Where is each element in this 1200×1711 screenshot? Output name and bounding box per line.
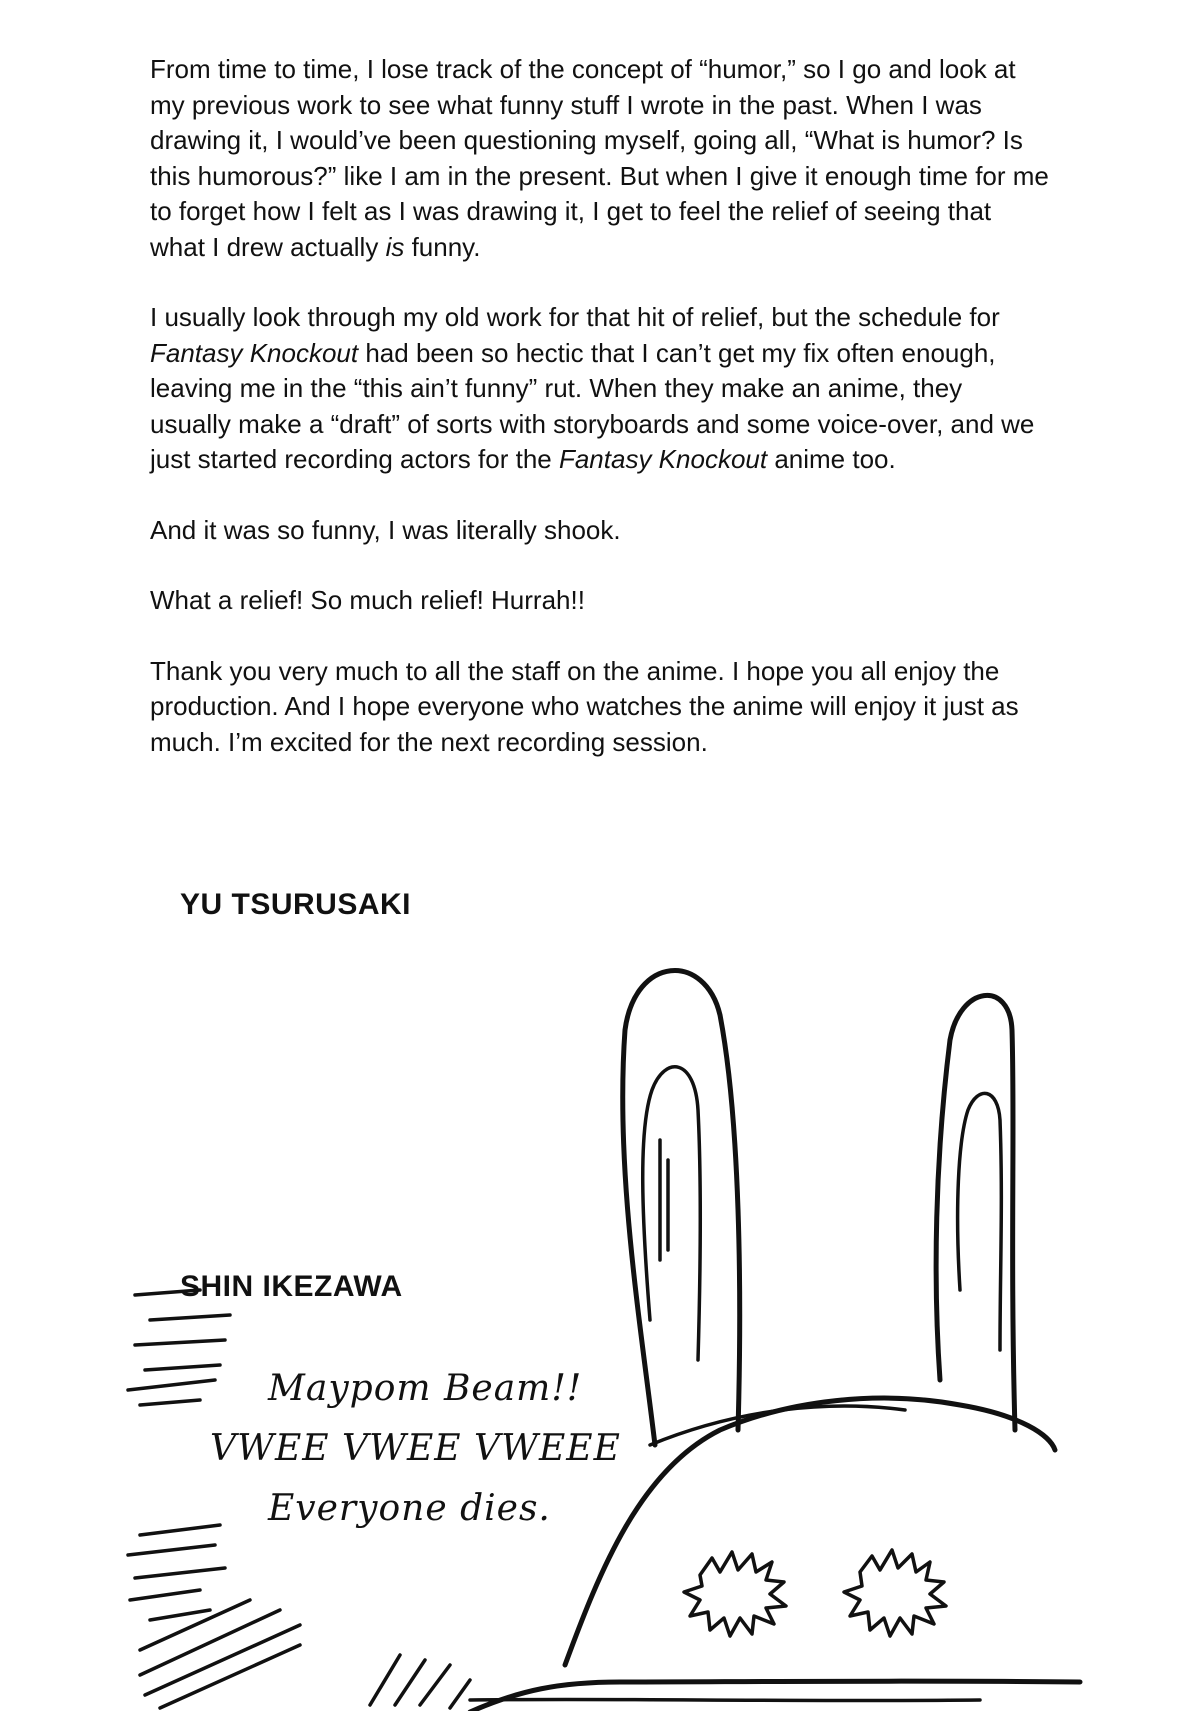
bunny-left-ear-outer bbox=[623, 971, 740, 1445]
bunny-sketch bbox=[0, 960, 1200, 1711]
ground-line bbox=[470, 1699, 980, 1700]
bunny-right-eye bbox=[844, 1550, 946, 1636]
paragraph-shook: And it was so funny, I was literally shook. bbox=[150, 514, 621, 545]
paragraph-thanks: Thank you very much to all the staff on the anime. I hope you all enjoy the production. And I hope everyone who watches the anime will enjoy it just as much. I’m excited for the next recording session. bbox=[150, 655, 1019, 757]
paragraph-relief: What a relief! So much relief! Hurrah!! bbox=[150, 585, 585, 615]
paragraph-schedule: I usually look through my old work for that hit of relief, but the schedule for Fantasy Knockout had been so hectic that I can’t get my fix often enough, leaving me in the “this ain’t funny” rut. When they make an anime, they usually make a “draft” of sorts with storyboards and some voice-over, and we just started recording actors for the Fantasy Knockout anime too. bbox=[150, 302, 1035, 474]
title-fantasy-knockout: Fantasy Knockout bbox=[558, 444, 768, 474]
bunny-body bbox=[470, 1681, 1080, 1711]
author-name-shin-ikezawa: SHIN IKEZAWA bbox=[180, 1270, 403, 1303]
emphasis-is: is bbox=[385, 231, 405, 262]
paragraph-humor: From time to time, I lose track of the concept of “humor,” so I go and look at my previous work to see what funny stuff I wrote in the past. When I was drawing it, I would’ve been questioning myself, going all, “What is humor? Is this humorous?” like I am in the present. But when I give it enough time for me to forget how I felt as I was drawing it, I get to feel the relief of seeing that what I drew actually is funny. bbox=[150, 54, 1049, 262]
bunny-left-eye bbox=[684, 1552, 786, 1636]
handwritten-line-maypom-beam: Maypom Beam!! bbox=[268, 1368, 583, 1409]
bunny-head-inner-line bbox=[650, 1406, 905, 1445]
bunny-left-ear-shade bbox=[660, 1140, 668, 1260]
afterword-text bbox=[150, 52, 1050, 795]
title-fantasy-knockout: Fantasy Knockout bbox=[150, 337, 359, 368]
handwritten-line-vwee: VWEE VWEE VWEEE bbox=[210, 1428, 621, 1469]
author-name-yu-tsurusaki: YU TSURUSAKI bbox=[180, 888, 412, 921]
bunny-head bbox=[565, 1398, 1055, 1665]
bunny-right-ear-inner bbox=[958, 1093, 1002, 1350]
bunny-right-ear-outer bbox=[936, 995, 1015, 1430]
handwritten-line-everyone-dies: Everyone dies. bbox=[268, 1488, 551, 1529]
bunny-left-ear-inner bbox=[643, 1067, 701, 1360]
